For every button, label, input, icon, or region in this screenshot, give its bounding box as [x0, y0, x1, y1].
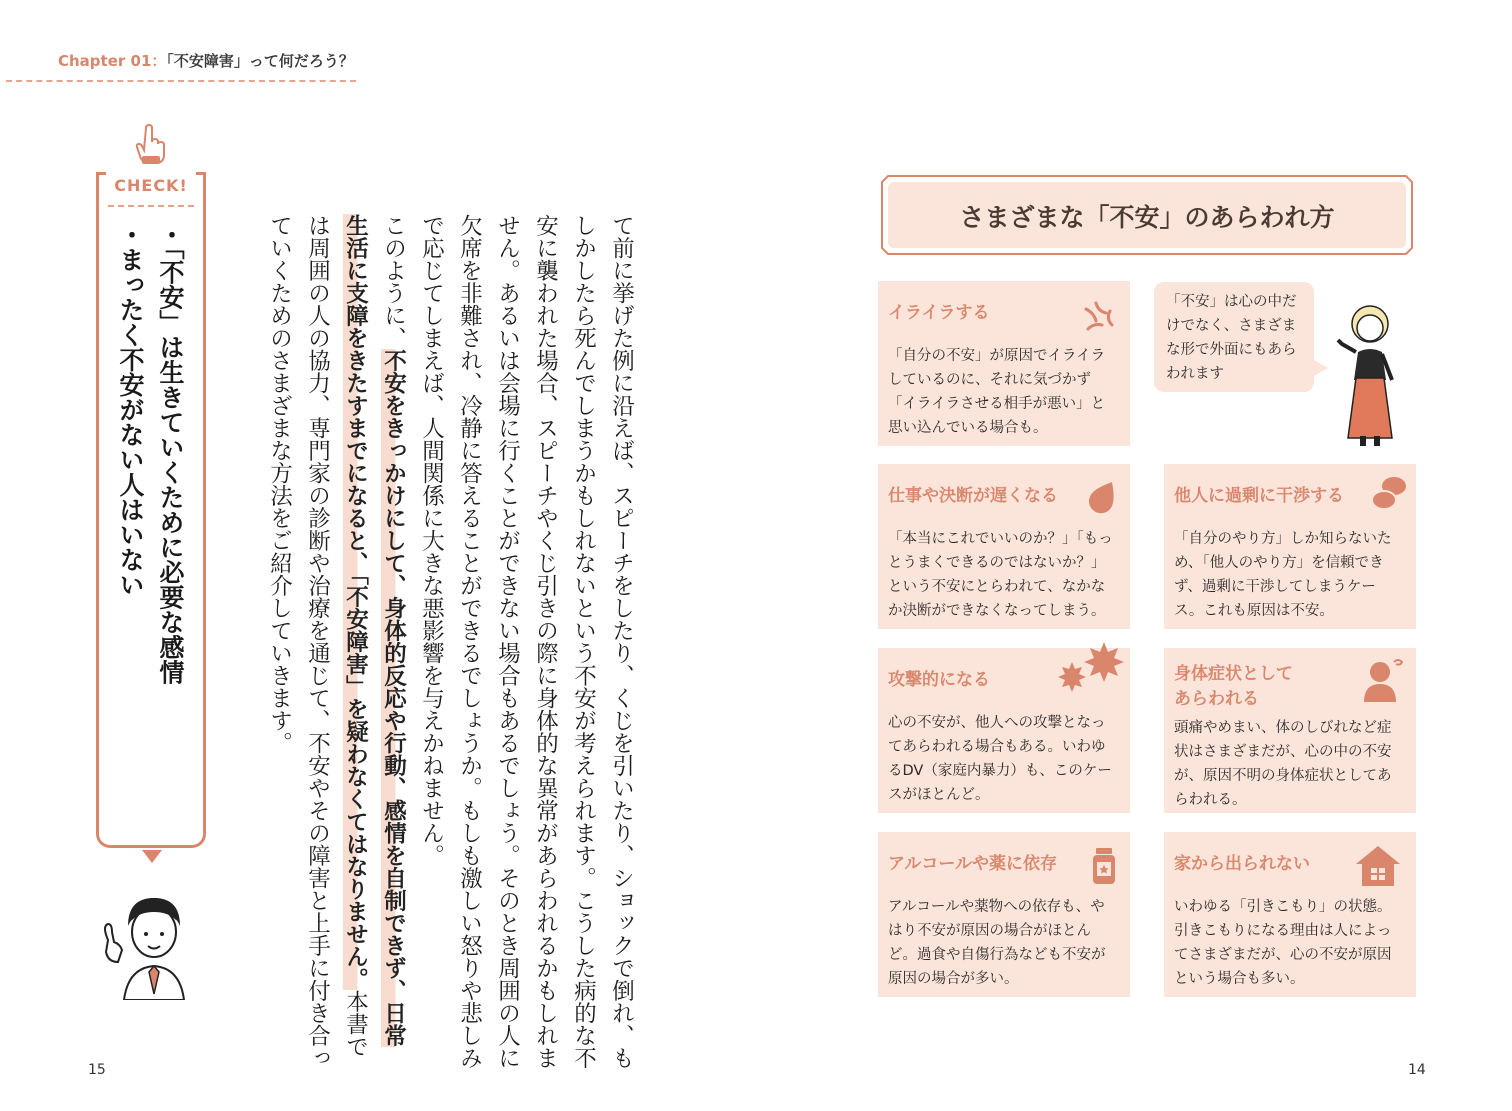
symptom-card: [1164, 832, 1416, 997]
drop-icon: [1086, 476, 1122, 516]
symptom-card: [878, 281, 1130, 446]
house-icon: [1354, 844, 1402, 888]
body-line: せん。あるいは会場に行くことができない場合もあるでしょう。そのとき周囲の人に: [494, 214, 521, 1069]
card-title: イライラする: [888, 303, 990, 323]
body-text: 本書で: [342, 990, 369, 1058]
body-line: は周囲の人の協力、専門家の診断や治療を通じて、不安やその障害と上手に付き合っ: [304, 214, 331, 1069]
symptom-card: [1164, 464, 1416, 629]
chapter-number: Chapter 01: [58, 52, 152, 70]
body-text: このように、: [380, 214, 407, 349]
check-pointer: [142, 850, 162, 863]
card-title: 攻撃的になる: [888, 670, 990, 690]
panel-title: さまざまな「不安」のあらわれ方: [959, 203, 1335, 232]
body-line: て前に挙げた例に沿えば、スピーチをしたり、くじを引いたり、ショックで倒れ、も: [608, 214, 635, 1069]
chapter-title: 「不安障害」って何だろう？: [166, 52, 354, 70]
page-number-left: 15: [88, 1062, 106, 1078]
body-line: で応じてしまえば、人間関係に大きな悪影響を与えかねません。: [418, 214, 445, 867]
card-title: 仕事や決断が遅くなる: [888, 486, 1058, 506]
card-body: いわゆる「引きこもり」の状態。引きこもりになる理由は人によってさまざまだが、心の不安が原因という場合も多い。: [1174, 898, 1392, 987]
card-body: アルコールや薬物への依存も、やはり不安が原因の場合がほとんど。過食や自傷行為なども不安が原因の場合が多い。: [888, 898, 1106, 987]
chapter-separator: ：: [151, 52, 167, 70]
symptom-card: [1164, 648, 1416, 813]
pointing-hand-icon: [134, 124, 166, 166]
card-title: アルコールや薬に依存: [888, 854, 1057, 874]
body-line: しかしたら死んでしまうかもしれないという不安が考えられます。こうした病的な不: [570, 214, 597, 1069]
person-dizzy-icon: [1362, 656, 1406, 704]
check-box: [96, 172, 206, 848]
body-line: 欠席を非難され、冷静に答えることができるでしょうか。もしも激しい怒りや悲しみ: [456, 214, 483, 1069]
body-line: 安に襲われた場合、スピーチやくじ引きの際に身体的な異常があらわれるかもしれま: [532, 214, 559, 1069]
medicine-bottle-icon: [1090, 846, 1118, 886]
body-highlight: 不安をきっかけにして、身体的反応や行動、感情を自制できず、日常: [380, 349, 407, 1047]
symptom-card: [878, 464, 1130, 629]
body-line: [344, 214, 367, 1058]
card-body: 「自分の不安」が原因でイライラしているのに、それに気づかず「イライラさせる相手が悪い」と思い込んでいる場合も。: [888, 347, 1106, 436]
speech-bubbles-icon: [1370, 474, 1410, 514]
chapter-divider: [6, 80, 356, 82]
card-title: 家から出られない: [1174, 854, 1310, 874]
body-line: [382, 214, 405, 1047]
symptom-card: [878, 648, 1130, 813]
check-item: ・「不安」は生きていくために必要な感情: [156, 222, 185, 685]
card-body: 頭痛やめまい、体のしびれなど症状はさまざまだが、心の中の不安が、原因不明の身体症状としてあらわれる。: [1174, 720, 1392, 808]
card-body: 「自分のやり方」しか知らないため、「他人のやり方」を信頼できず、過剰に干渉してしまうケース。これも原因は不安。: [1174, 530, 1392, 619]
woman-illustration: [1330, 300, 1410, 450]
check-item: ・まったく不安がない人はいない: [116, 222, 145, 597]
speech-tail: [1314, 360, 1328, 376]
chapter-header: [58, 50, 354, 71]
burst-icon: [1054, 640, 1126, 700]
check-divider: [108, 205, 194, 207]
body-line: ていくためのさまざまな方法をご紹介していきます。: [266, 214, 293, 754]
check-label: CHECK!: [114, 176, 188, 195]
page-number-right: 14: [1408, 1062, 1426, 1078]
businessman-illustration: [88, 880, 208, 1000]
card-body: 「本当にこれでいいのか？」「もっとうまくできるのではないか？」という不安にとらわれて、なかなか決断ができなくなってしまう。: [888, 530, 1113, 619]
anger-icon: [1082, 299, 1118, 335]
card-title: 他人に過剰に干渉する: [1174, 486, 1344, 506]
symptom-card: [878, 832, 1130, 997]
card-title: 身体症状として あらわれる: [1174, 664, 1293, 709]
speech-bubble: 「不安」は心の中だけでなく、さまざまな形で外面にもあらわれます: [1154, 282, 1314, 392]
card-body: 心の不安が、他人への攻撃となってあらわれる場合もある。いわゆるDV（家庭内暴力）も、このケースがほとんど。: [888, 714, 1112, 803]
body-highlight: 生活に支障をきたすまでになると、「不安障害」を疑わなくてはなりません。: [342, 214, 369, 991]
